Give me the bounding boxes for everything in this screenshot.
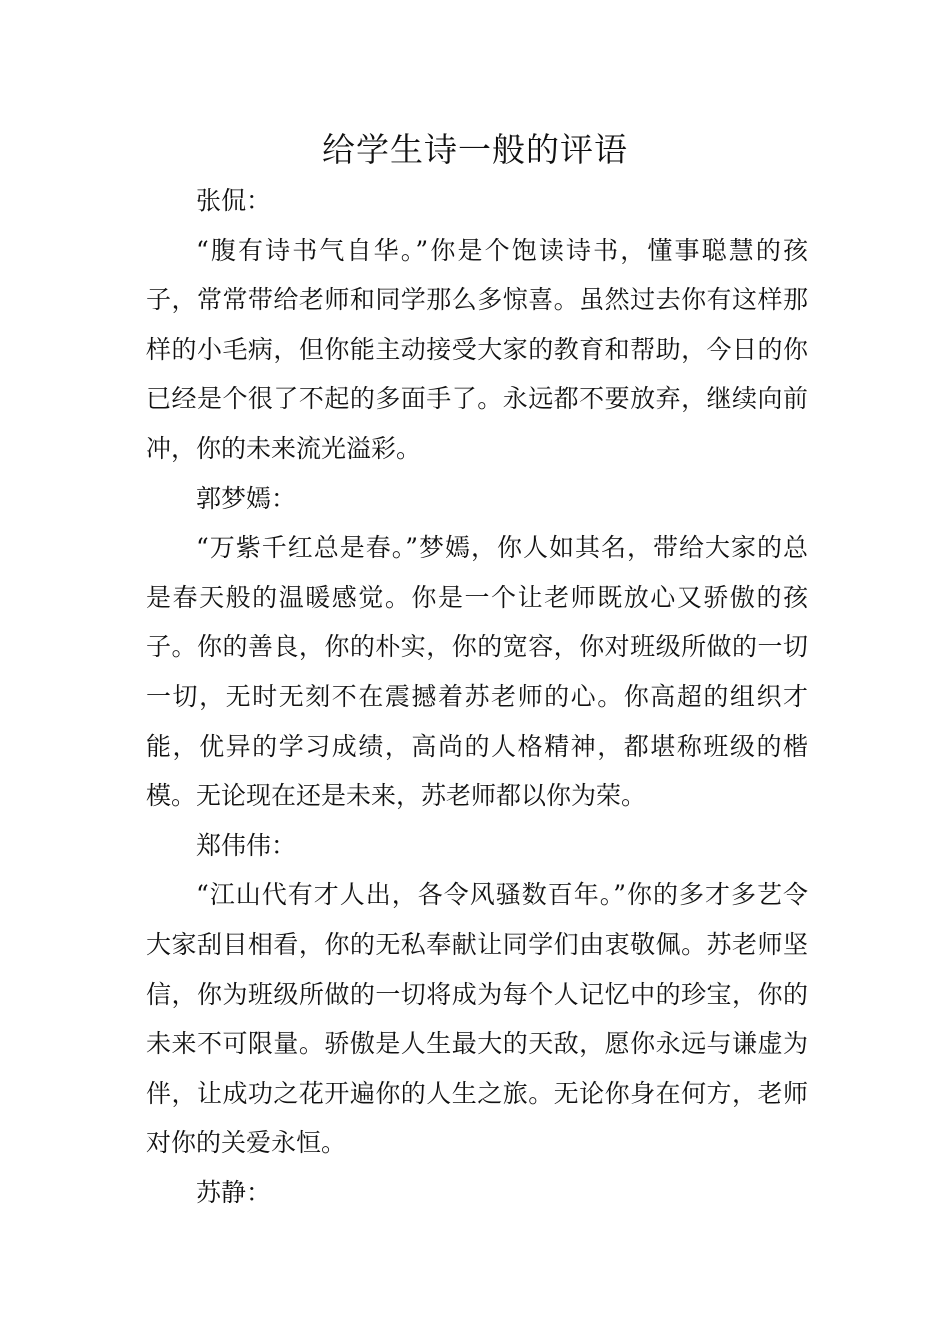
comment-paragraph: “江山代有才人出，各令风骚数百年。”你的多才多艺令大家刮目相看，你的无私奉献让同学们由衷敬佩。苏老师坚信，你为班级所做的一切将成为每个人记忆中的珍宝，你的未来不可限量。骄傲是人生最大的天敌，愿你永远与谦虚为伴，让成功之花开遍你的人生之旅。无论你身在何方，老师对你的关爱永恒。 (146, 880, 808, 1158)
student-name: 苏静： (196, 1177, 272, 1207)
comment-section-zhang-kan (146, 176, 808, 474)
comment-section-guo-mengyan (146, 474, 808, 821)
comment-paragraph: “万紫千红总是春。”梦嫣，你人如其名，带给大家的总是春天般的温暖感觉。你是一个让老师既放心又骄傲的孩子。你的善良，你的朴实，你的宽容，你对班级所做的一切一切，无时无刻不在震撼着苏老师的心。你高超的组织才能，优异的学习成绩，高尚的人格精神，都堪称班级的楷模。无论现在还是未来，苏老师都以你为荣。 (146, 533, 808, 811)
comment-section-su-jing (146, 1168, 808, 1218)
student-name: 郭梦嫣： (196, 483, 297, 513)
comment-paragraph: “腹有诗书气自华。”你是个饱读诗书，懂事聪慧的孩子，常常带给老师和同学那么多惊喜。虽然过去你有这样那样的小毛病，但你能主动接受大家的教育和帮助，今日的你已经是个很了不起的多面手了。永远都不要放弃，继续向前冲，你的未来流光溢彩。 (146, 235, 808, 463)
document-title: 给学生诗一般的评语 (322, 130, 628, 169)
student-name: 郑伟伟： (196, 830, 297, 860)
comment-section-zheng-weiwei (146, 821, 808, 1168)
student-name: 张侃： (196, 186, 272, 215)
document-body (146, 176, 808, 1217)
